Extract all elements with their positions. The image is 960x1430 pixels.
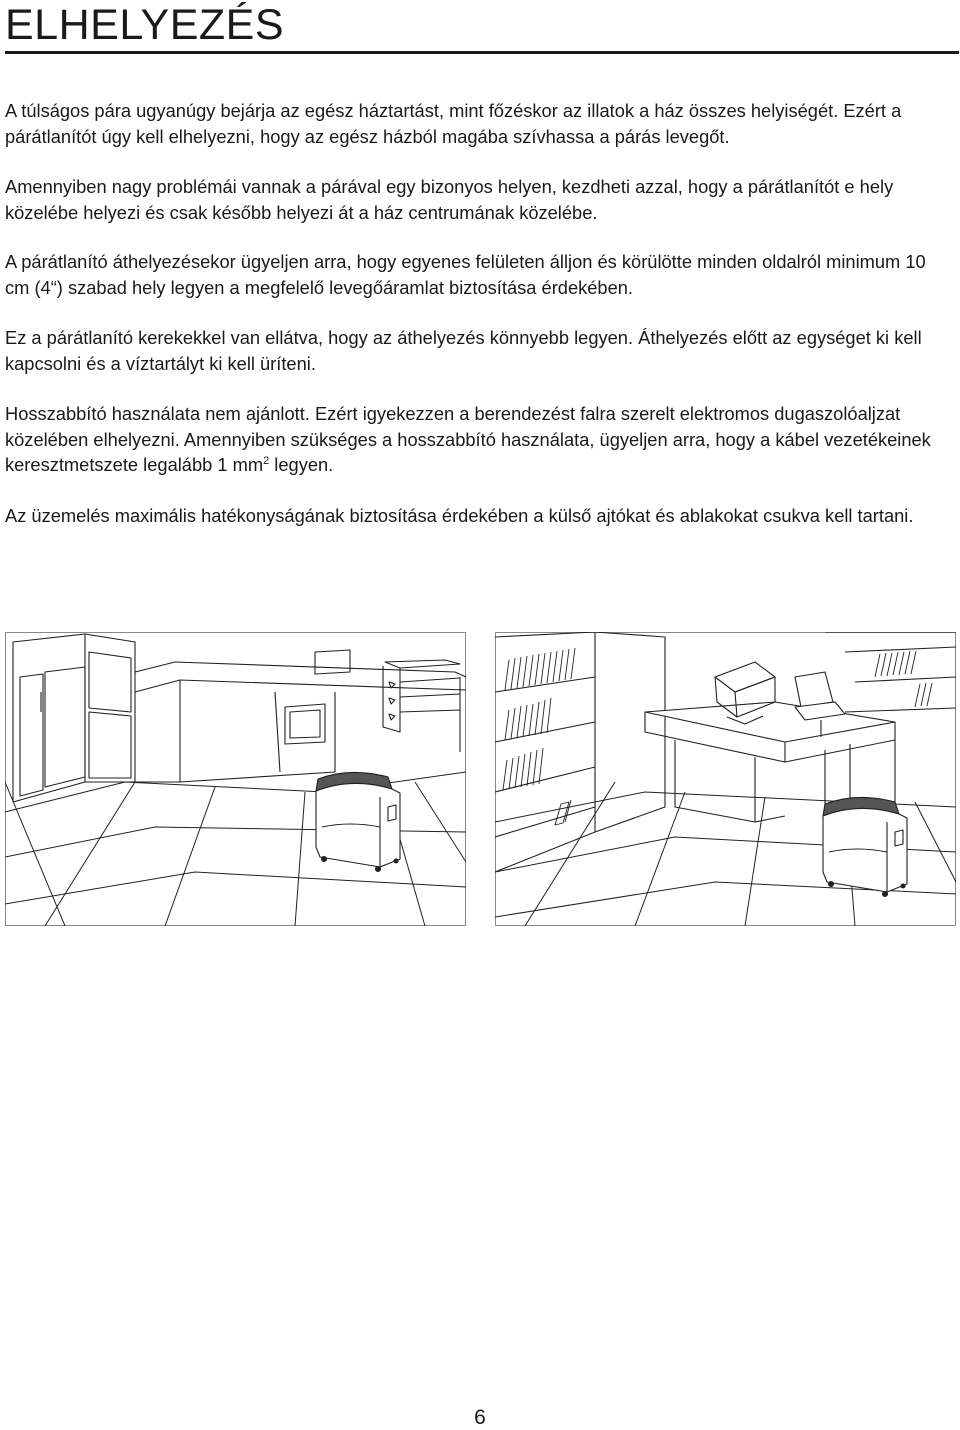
paragraph-clearance: A párátlanító áthelyezésekor ügyeljen arra, hogy egyenes felületen álljon és körülötte minden oldalról minimum 10 cm (4“) szabad hely legyen a megfelelő levegőáramlat biztosítása érdekében. [5, 251, 926, 298]
office-placement-illustration [495, 632, 956, 926]
body-text [5, 98, 953, 553]
page-title: ELHELYEZÉS [5, 1, 285, 49]
paragraph-problem-area: Amennyiben nagy problémái vannak a párával egy bizonyos helyen, kezdheti azzal, hogy a párátlanítót e hely közelébe helyezi és csak később helyezi át a ház centrumának közelébe. [5, 176, 894, 223]
paragraph-wheels: Ez a párátlanító kerekekkel van ellátva, hogy az áthelyezés könnyebb legyen. Áthelyezés előtt az egységet ki kell kapcsolni és a víztartályt ki kell üríteni. [5, 327, 922, 374]
refrigerator [13, 634, 135, 802]
bookshelf-right [825, 632, 956, 712]
page-number: 6 [474, 1406, 486, 1429]
paragraph-windows-closed: Az üzemelés maximális hatékonyságának biztosítása érdekében a külső ajtókat és ablakokat csukva kell tartani. [5, 504, 914, 526]
bookshelf-left [495, 632, 665, 872]
superscript-2: 2 [263, 454, 270, 467]
extension-cord-text-end: legyen. [269, 454, 334, 475]
kitchen-counter [135, 650, 466, 782]
title-rule [5, 51, 959, 54]
dehumidifier-kitchen [316, 772, 400, 871]
extension-cord-text: Hosszabbító használata nem ajánlott. Ezért igyekezzen a berendezést falra szerelt elektromos dugaszolóaljzat közelében elhelyezni. Amennyiben szükséges a hosszabbító használata, ügyeljen arra, hogy a kábel vezetékeinek keresztmetszete legalább 1 mm [5, 403, 931, 475]
paragraph-air-circulation: A túlságos pára ugyanúgy bejárja az egész háztartást, mint főzéskor az illatok a ház összes helyiségét. Ezért a párátlanítót úgy kell elhelyezni, hogy az egész házból magába szívhassa a párás levegőt. [5, 100, 902, 147]
kitchen-placement-illustration [5, 632, 466, 926]
dehumidifier-office [823, 797, 907, 896]
paragraph-extension-cord [5, 401, 953, 478]
